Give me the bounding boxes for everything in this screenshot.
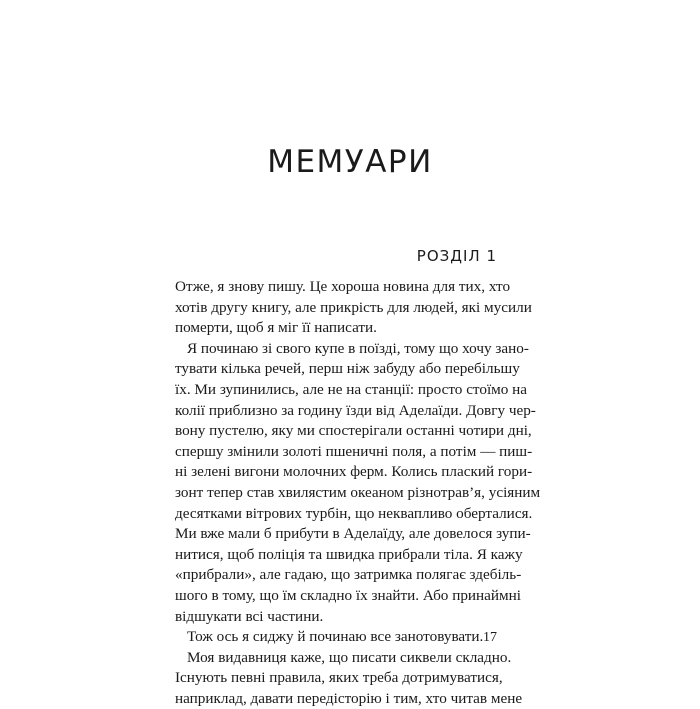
text-line: нитися, щоб поліція та швидка прибрали тіла. Я кажу (175, 545, 523, 563)
text-line: Отже, я знову пишу. Це хороша новина для тих, хто (175, 278, 511, 295)
text-line: вону пустелю, яку ми спостерігали останні чотири дні, (175, 422, 532, 440)
text-line: тувати кілька речей, перш ніж забуду або перебільшу (175, 360, 520, 378)
text-line: хотів другу книгу, але прикрість для людей, які мусили (175, 298, 532, 316)
text-line: Я починаю зі свого купе в поїзді, тому що хочу зано- (187, 339, 529, 357)
text-line: шого в тому, що їм складно їх знайти. Або принаймні (175, 586, 521, 604)
text-line: Тож ось я сиджу й починаю все занотовувати. (187, 628, 484, 646)
text-line: спершу змінили золоті пшеничні поля, а потім — пиш- (175, 442, 533, 460)
book-title: МЕМУАРИ (267, 144, 433, 180)
text-line: померти, щоб я міг її написати. (175, 319, 377, 337)
page-number: 17 (483, 630, 497, 645)
text-line: їх. Ми зупинились, але не на станції: просто стоїмо на (175, 380, 528, 398)
text-line: «прибрали», але гадаю, що затримка полягає здебіль- (175, 566, 522, 584)
text-line: Існують певні правила, яких треба дотримуватися, (175, 669, 503, 687)
text-line: десятками вітрових турбін, що неквапливо оберталися. (175, 504, 533, 522)
text-line: Ми вже мали б прибути в Аделаїду, але довелося зупи- (175, 525, 531, 543)
text-line: відшукати всі частини. (175, 607, 324, 625)
text-line: Моя видавниця каже, що писати сиквели складно. (187, 648, 512, 666)
text-line: наприклад, давати передісторію і тим, хто читав мене (175, 689, 523, 707)
body-text (175, 277, 541, 709)
text-line: зонт тепер став хвилястим океаном різнотрав’я, усіяним (175, 483, 541, 501)
chapter-heading: РОЗДІЛ 1 (416, 247, 497, 265)
text-line: колії приблизно за годину їзди від Аделаїди. Довгу чер- (175, 401, 536, 419)
text-line: ні зелені вигони молочних ферм. Колись плаский гори- (175, 463, 533, 481)
